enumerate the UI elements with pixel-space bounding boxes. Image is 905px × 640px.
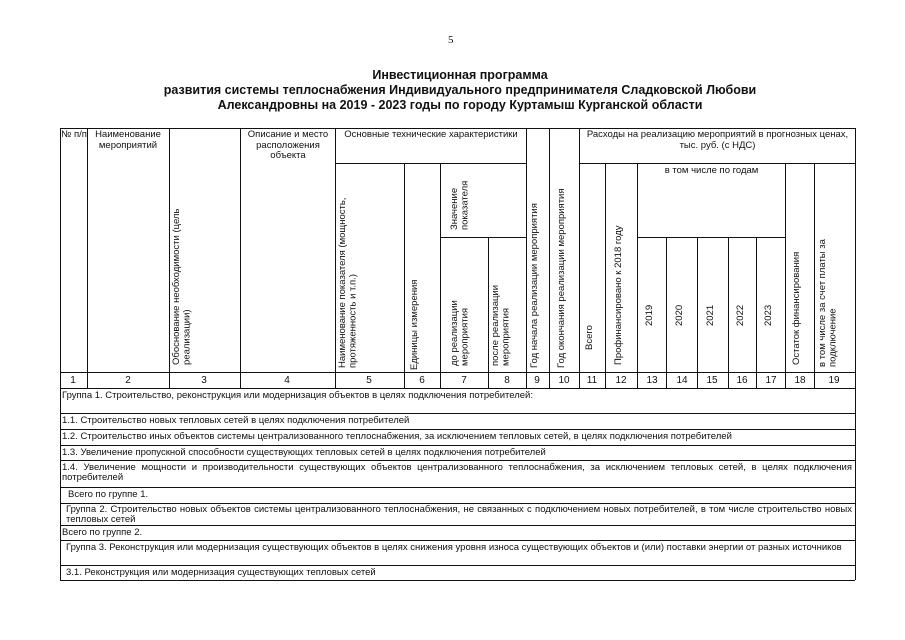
- column-number: 2: [125, 375, 131, 386]
- title-line-2: развития системы теплоснабжения Индивидуального предпринимателя Сладковской Любови: [163, 83, 757, 97]
- header-measure-name: Наименование мероприятий: [95, 129, 161, 151]
- row-1-1: 1.1. Строительство новых тепловых сетей в целях подключения потребителей: [62, 415, 410, 426]
- header-year-2022: 2022: [735, 304, 746, 326]
- column-number: 19: [828, 375, 840, 386]
- header-justification: Обоснование необходимости (цель реализации): [171, 208, 193, 365]
- column-number: 8: [504, 375, 510, 386]
- header-remaining-financing: Остаток финансирования: [791, 251, 802, 365]
- header-by-years: в том числе по годам: [664, 165, 759, 176]
- header-end-year: Год окончания реализации мероприятия: [556, 188, 567, 368]
- row-total-group-1: Всего по группе 1.: [68, 489, 149, 500]
- row-group-2: Группа 2. Строительство новых объектов системы централизованного теплоснабжения, не связанных с подключением новых потребителей, в том числе строительство новых тепловых сетей: [66, 504, 852, 525]
- column-number: 14: [676, 375, 688, 386]
- column-number: 13: [646, 375, 658, 386]
- header-connection-fee: в том числе за счет платы за подключение: [817, 239, 839, 367]
- row-group-1: Группа 1. Строительство, реконструкция или модернизация объектов в целях подключения потребителей:: [62, 390, 534, 401]
- column-number: 7: [461, 375, 467, 386]
- column-number: 15: [706, 375, 718, 386]
- column-number: 6: [419, 375, 425, 386]
- header-units: Единицы измерения: [409, 279, 420, 370]
- row-group-3: Группа 3. Реконструкция или модернизация существующих объектов в целях снижения уровня износа существующих объектов и (или) поставки энергии от разных источников: [66, 542, 842, 553]
- header-financed-2018: Профинансировано к 2018 году: [613, 225, 624, 365]
- header-object-description: Описание и место расположения объекта: [247, 129, 329, 161]
- title-line-3: Александровны на 2019 - 2023 годы по городу Куртамыш Курганской области: [217, 98, 703, 112]
- column-number: 1: [70, 375, 76, 386]
- row-1-4: 1.4. Увеличение мощности и производительности существующих объектов централизованного теплоснабжения, за исключением тепловых сетей, в целях подключения потребителей: [62, 462, 852, 483]
- column-number: 5: [366, 375, 372, 386]
- header-year-2020: 2020: [674, 304, 685, 326]
- header-indicator-name: Наименование показателя (мощность, протяженность и т.п.): [337, 197, 359, 368]
- header-start-year: Год начала реализации мероприятия: [529, 203, 540, 368]
- header-after-implementation: после реализации мероприятия: [490, 284, 512, 366]
- column-number: 4: [284, 375, 290, 386]
- column-number: 16: [736, 375, 748, 386]
- header-year-2021: 2021: [705, 304, 716, 326]
- header-total: Всего: [584, 325, 595, 350]
- column-number: 12: [615, 375, 627, 386]
- row-3-1: 3.1. Реконструкция или модернизация существующих тепловых сетей: [66, 567, 376, 578]
- column-number: 11: [586, 375, 598, 386]
- header-costs: Расходы на реализацию мероприятий в прогнозных ценах, тыс. руб. (с НДС): [586, 129, 849, 151]
- row-1-3: 1.3. Увеличение пропускной способности существующих тепловых сетей в целях подключения потребителей: [62, 447, 546, 458]
- row-total-group-2: Всего по группе 2.: [62, 527, 143, 538]
- column-number: 3: [201, 375, 207, 386]
- title-line-1: Инвестиционная программа: [372, 68, 548, 82]
- header-tech-characteristics: Основные технические характеристики: [344, 129, 518, 140]
- column-number: 10: [558, 375, 570, 386]
- column-number: 9: [534, 375, 540, 386]
- header-year-2019: 2019: [644, 304, 655, 326]
- column-number: 18: [794, 375, 806, 386]
- column-number: 17: [765, 375, 777, 386]
- page-number: 5: [448, 34, 454, 46]
- header-before-implementation: до реализации мероприятия: [449, 300, 471, 366]
- header-year-2023: 2023: [763, 304, 774, 326]
- header-indicator-value: Значение показателя: [449, 180, 471, 230]
- row-1-2: 1.2. Строительство иных объектов системы централизованного теплоснабжения, за исключением тепловых сетей, в целях подключения потребителей: [62, 431, 732, 442]
- header-number: № п/п: [61, 129, 87, 140]
